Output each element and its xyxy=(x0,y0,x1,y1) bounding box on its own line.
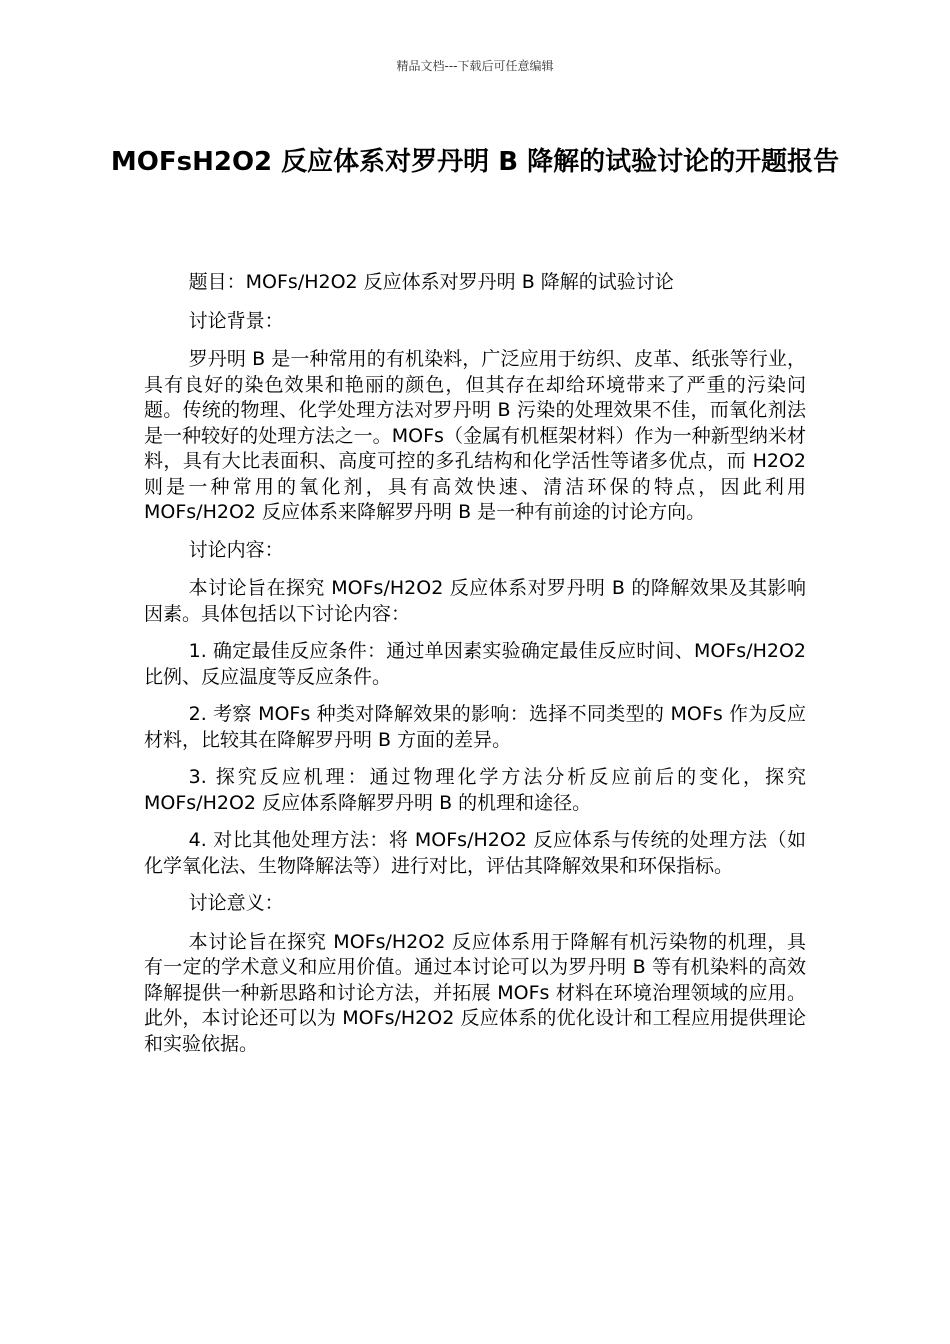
background-paragraph: 罗丹明 B 是一种常用的有机染料，广泛应用于纺织、皮革、纸张等行业，具有良好的染色效果和艳丽的颜色，但其存在却给环境带来了严重的污染问题。传统的物理、化学处理方法对罗丹明 B 污染的处理效果不佳，而氧化剂法是一种较好的处理方法之一。MOFs（金属有机框架材料）作为一种新型纳米材料，具有大比表面积、高度可控的多孔结构和化学活性等诸多优点，而 H2O2 则是一种常用的氧化剂，具有高效快速、清洁环保的特点，因此利用 MOFs/H2O2 反应体系来降解罗丹明 B 是一种有前途的讨论方向。 xyxy=(144,348,806,523)
document-title: MOFsH2O2 反应体系对罗丹明 B 降解的试验讨论的开题报告 xyxy=(110,147,840,177)
significance-paragraph: 本讨论旨在探究 MOFs/H2O2 反应体系用于降解有机污染物的机理，具有一定的学术意义和应用价值。通过本讨论可以为罗丹明 B 等有机染料的高效降解提供一种新思路和讨论方法，并拓展 MOFs 材料在环境治理领域的应用。此外，本讨论还可以为 MOFs/H2O2 反应体系的优化设计和工程应用提供理论和实验依据。 xyxy=(144,930,806,1055)
content-intro-paragraph: 本讨论旨在探究 MOFs/H2O2 反应体系对罗丹明 B 的降解效果及其影响因素。具体包括以下讨论内容： xyxy=(144,577,806,625)
content-heading: 讨论内容： xyxy=(188,538,284,561)
document-body xyxy=(144,270,806,1069)
significance-heading: 讨论意义： xyxy=(188,892,284,914)
content-item-4: 4. 对比其他处理方法：将 MOFs/H2O2 反应体系与传统的处理方法（如化学氧化法、生物降解法等）进行对比，评估其降解效果和环保指标。 xyxy=(144,829,806,877)
header-watermark: 精品文档---下载后可任意编辑 xyxy=(396,59,554,73)
topic-line: 题目：MOFs/H2O2 反应体系对罗丹明 B 降解的试验讨论 xyxy=(188,271,674,293)
background-heading: 讨论背景： xyxy=(188,309,284,332)
content-item-1: 1. 确定最佳反应条件：通过单因素实验确定最佳反应时间、MOFs/H2O2 比例、反应温度等反应条件。 xyxy=(144,640,806,688)
content-item-3: 3. 探究反应机理：通过物理化学方法分析反应前后的变化，探究 MOFs/H2O2 反应体系降解罗丹明 B 的机理和途径。 xyxy=(144,766,806,814)
content-item-2: 2. 考察 MOFs 种类对降解效果的影响：选择不同类型的 MOFs 作为反应材料，比较其在降解罗丹明 B 方面的差异。 xyxy=(144,703,806,751)
